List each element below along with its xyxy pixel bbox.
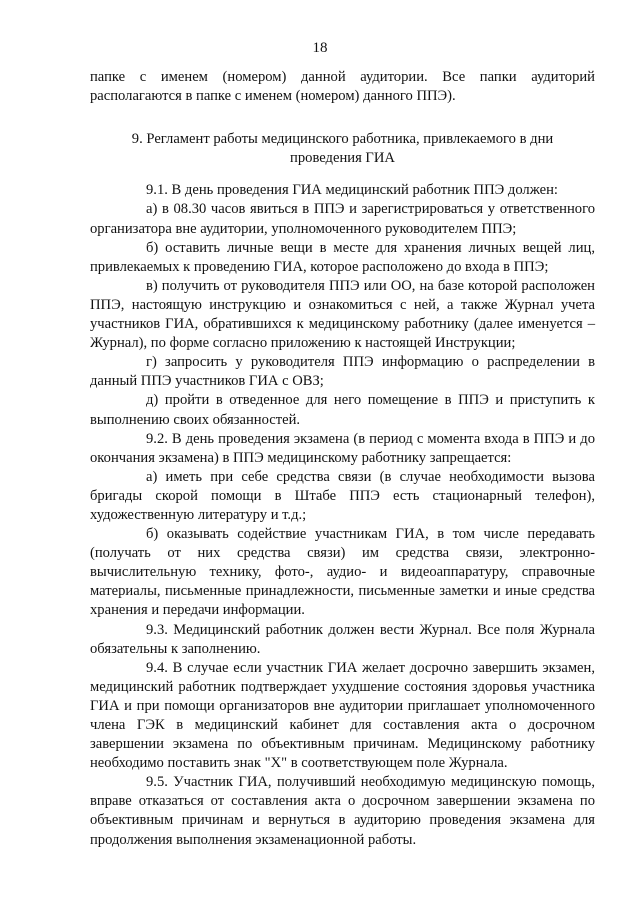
intro-paragraph: папке с именем (номером) данной аудитории. Все папки аудиторий располагаются в папке с именем (номером) данного ППЭ). (90, 69, 595, 105)
paragraph-9-5: 9.5. Участник ГИА, получивший необходимую медицинскую помощь, вправе отказаться от составления акта о досрочном завершении экзамена по объективным причинам и вернуться в аудиторию проведения экзамена для продолжения выполнения экзаменационной работы. (90, 774, 595, 848)
item-9-1-g: г) запросить у руководителя ППЭ информацию о распределении в данный ППЭ участников ГИА с ОВЗ; (90, 354, 595, 390)
paragraph-9-2: 9.2. В день проведения экзамена (в период с момента входа в ППЭ и до окончания экзамена) в ППЭ медицинскому работнику запрещается: (90, 430, 595, 466)
item-9-1-v: в) получить от руководителя ППЭ или ОО, на базе которой расположен ППЭ, настоящую инструкцию и ознакомиться с ней, а также Журнал учета участников ГИА, обратившихся к медицинскому работнику (далее именуется – Журнал), по форме согласно приложению к настоящей Инструкции; (90, 277, 595, 352)
item-9-1-a: а) в 08.30 часов явиться в ППЭ и зарегистрироваться у ответственного организатора вне аудитории, уполномоченного руководителем ППЭ; (90, 201, 595, 237)
paragraph-9-1: 9.1. В день проведения ГИА медицинский работник ППЭ должен: (146, 182, 558, 199)
section-heading: 9. Регламент работы медицинского работника, привлекаемого в дни проведения ГИА (131, 131, 554, 167)
item-9-2-a: а) иметь при себе средства связи (в случае необходимости вызова бригады скорой помощи в Штабе ППЭ есть стационарный телефон), художественную литературу и т.д.; (90, 468, 595, 523)
document-body (90, 68, 595, 850)
item-9-1-d: д) пройти в отведенное для него помещение в ППЭ и приступить к выполнению своих обязанностей. (90, 392, 595, 428)
paragraph-9-4: 9.4. В случае если участник ГИА желает досрочно завершить экзамен, медицинский работник подтверждает ухудшение состояния здоровья участника ГИА и при помощи организаторов вне аудитории приглашает уполномоченного члена ГЭК в медицинский кабинет для составления акта о досрочном завершении экзамена по объективным причинам. Медицинскому работнику необходимо поставить знак "X" в соответствующем поле Журнала. (90, 659, 595, 772)
paragraph-9-3: 9.3. Медицинский работник должен вести Журнал. Все поля Журнала обязательны к заполнению. (90, 621, 595, 657)
page-number: 18 (312, 40, 328, 56)
item-9-1-b: б) оставить личные вещи в месте для хранения личных вещей лиц, привлекаемых к проведению ГИА, которое расположено до входа в ППЭ; (90, 239, 595, 275)
item-9-2-b: б) оказывать содействие участникам ГИА, в том числе передавать (получать от них средства связи) им средства связи, электронно-вычислительную технику, фото-, аудио- и видеоаппаратуру, справочные материалы, письменные принадлежности, письменные заметки и иные средства хранения и передачи информации. (90, 526, 595, 619)
